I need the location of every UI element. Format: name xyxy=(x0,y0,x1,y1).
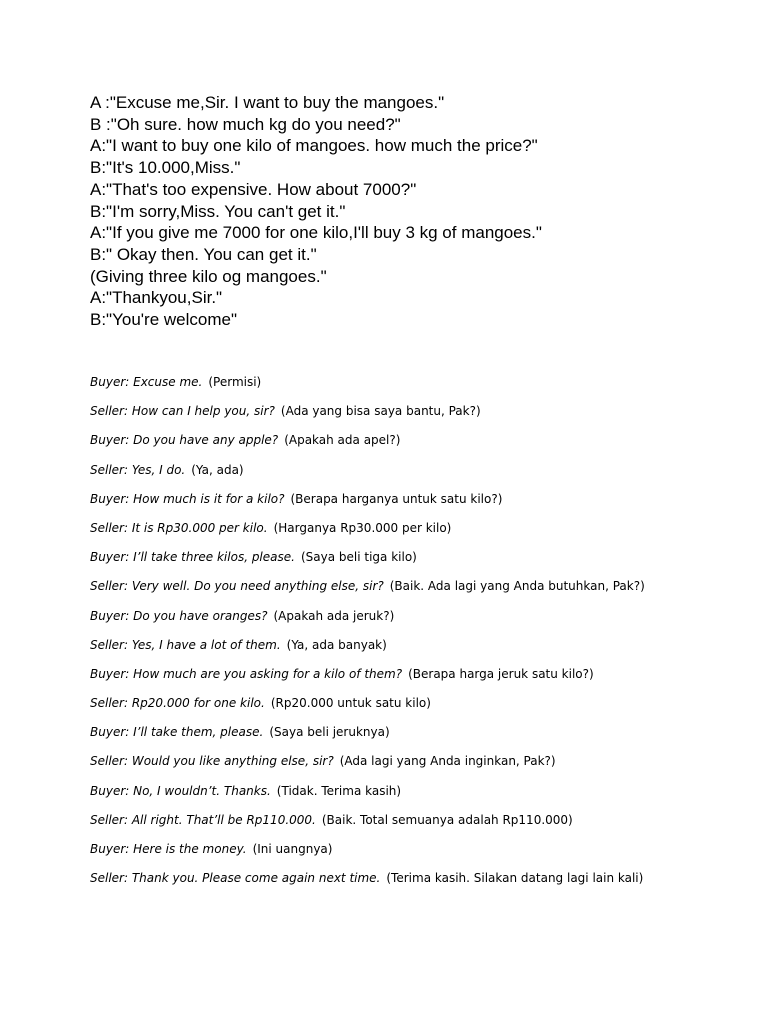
dialogue-row xyxy=(90,548,645,577)
dialogue-row xyxy=(90,752,645,781)
translation-line: (Apakah ada apel?) xyxy=(284,433,401,448)
dialogue-line: B:"It's 10.000,Miss." xyxy=(90,158,241,178)
dialogue-two xyxy=(90,373,645,898)
dialogue-line: A:"If you give me 7000 for one kilo,I'll buy 3 kg of mangoes." xyxy=(90,223,542,243)
english-line: Seller: Very well. Do you need anything else, sir? xyxy=(90,579,384,594)
translation-line: (Berapa harganya untuk satu kilo?) xyxy=(290,491,503,506)
dialogue-line: A:"That's too expensive. How about 7000?" xyxy=(90,179,417,199)
translation-line: (Saya beli tiga kilo) xyxy=(300,550,417,565)
english-line: Seller: Yes, I do. xyxy=(90,462,186,477)
translation-line: (Ya, ada banyak) xyxy=(286,637,387,652)
dialogue-one xyxy=(90,92,542,331)
translation-line: (Apakah ada jeruk?) xyxy=(273,608,395,623)
dialogue-row xyxy=(90,431,645,460)
translation-line: (Berapa harga jeruk satu kilo?) xyxy=(408,666,594,681)
translation-line: (Baik. Ada lagi yang Anda butuhkan, Pak?) xyxy=(389,579,645,594)
translation-line: (Tidak. Terima kasih) xyxy=(276,783,402,798)
translation-line: (Saya beli jeruknya) xyxy=(269,725,390,740)
dialogue-row xyxy=(90,782,645,811)
dialogue-line: A :"Excuse me,Sir. I want to buy the mangoes." xyxy=(90,93,445,112)
translation-line: (Terima kasih. Silakan datang lagi lain kali) xyxy=(386,871,644,886)
english-line: Seller: Yes, I have a lot of them. xyxy=(90,637,281,652)
dialogue-row xyxy=(90,840,645,869)
dialogue-line: B:" Okay then. You can get it." xyxy=(90,244,317,264)
dialogue-row xyxy=(90,402,645,431)
dialogue-row xyxy=(90,607,645,636)
dialogue-row xyxy=(90,694,645,723)
dialogue-row xyxy=(90,490,645,519)
dialogue-row xyxy=(90,636,645,665)
dialogue-row xyxy=(90,665,645,694)
dialogue-line: A:"I want to buy one kilo of mangoes. how much the price?" xyxy=(90,136,538,156)
english-line: Seller: How can I help you, sir? xyxy=(90,404,275,419)
english-line: Seller: All right. That’ll be Rp110.000. xyxy=(90,812,316,827)
translation-line: (Ya, ada) xyxy=(191,462,244,477)
english-line: Buyer: No, I wouldn’t. Thanks. xyxy=(90,783,271,798)
english-line: Seller: Would you like anything else, sir? xyxy=(90,754,334,769)
dialogue-line: B :"Oh sure. how much kg do you need?" xyxy=(90,114,401,134)
dialogue-line: B:"You're welcome" xyxy=(90,310,237,330)
dialogue-row xyxy=(90,577,645,606)
translation-line: (Permisi) xyxy=(208,375,262,389)
dialogue-row xyxy=(90,811,645,840)
translation-line: (Harganya Rp30.000 per kilo) xyxy=(273,520,452,535)
translation-line: (Baik. Total semuanya adalah Rp110.000) xyxy=(321,812,573,827)
dialogue-row xyxy=(90,461,645,490)
translation-line: (Ini uangnya) xyxy=(252,842,333,856)
english-line: Buyer: How much is it for a kilo? xyxy=(90,491,285,506)
translation-line: (Rp20.000 untuk satu kilo) xyxy=(270,696,431,711)
english-line: Buyer: Excuse me. xyxy=(90,375,203,389)
dialogue-row xyxy=(90,723,645,752)
translation-line: (Ada lagi yang Anda inginkan, Pak?) xyxy=(339,754,556,769)
dialogue-line: B:"I'm sorry,Miss. You can't get it." xyxy=(90,201,346,221)
english-line: Seller: Rp20.000 for one kilo. xyxy=(90,696,265,711)
english-line: Buyer: I’ll take three kilos, please. xyxy=(90,550,295,565)
dialogue-line: (Giving three kilo og mangoes." xyxy=(90,266,327,286)
english-line: Seller: Thank you. Please come again next time. xyxy=(90,871,381,886)
dialogue-line: A:"Thankyou,Sir." xyxy=(90,288,223,308)
english-line: Buyer: How much are you asking for a kilo of them? xyxy=(90,666,403,681)
english-line: Buyer: I’ll take them, please. xyxy=(90,725,264,740)
english-line: Buyer: Do you have any apple? xyxy=(90,433,279,448)
dialogue-row xyxy=(90,519,645,548)
dialogue-row xyxy=(90,869,645,898)
english-line: Seller: It is Rp30.000 per kilo. xyxy=(90,520,268,535)
english-line: Buyer: Here is the money. xyxy=(90,842,247,856)
translation-line: (Ada yang bisa saya bantu, Pak?) xyxy=(280,404,481,419)
english-line: Buyer: Do you have oranges? xyxy=(90,608,268,623)
dialogue-row xyxy=(90,373,645,402)
